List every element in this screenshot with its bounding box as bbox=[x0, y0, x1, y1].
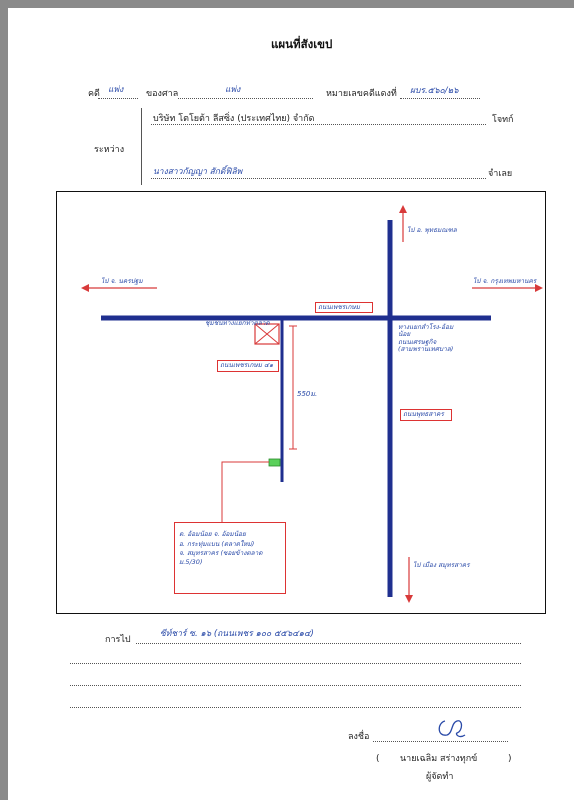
south-dest-label: ไป เมือง สมุทรสาคร bbox=[413, 561, 470, 569]
case-label: คดี bbox=[88, 89, 100, 99]
side-road-label: ถนนเพชรเกษม ๔๑ bbox=[217, 360, 279, 372]
page-title: แผนที่สังเขป bbox=[271, 37, 333, 51]
directions-label: การไป bbox=[105, 635, 131, 645]
between-bracket bbox=[141, 108, 147, 185]
intersection-label: ชุมชนทางแยกท่าตลาด bbox=[205, 319, 270, 327]
plaintiff-label: โจทก์ bbox=[492, 115, 514, 125]
red-case-number-value: ผบร.๕๖๐/๒๖ bbox=[410, 86, 459, 96]
case-type-value: แพ่ง bbox=[108, 85, 124, 95]
address-line-1: ต. อ้อมน้อย จ. อ้อมน้อย bbox=[179, 530, 246, 538]
defendant-label: จำเลย bbox=[488, 169, 513, 179]
court-name-value: แพ่ง bbox=[225, 85, 241, 95]
defendant-name: นางสาวกัญญา สักดิ์ฟิลิพ bbox=[153, 167, 243, 177]
main-road-label: ถนนเพชรเกษม bbox=[315, 302, 373, 313]
east-dest-label: ไป จ. กรุงเทพมหานคร bbox=[473, 277, 537, 285]
document-page bbox=[8, 8, 574, 800]
address-line-2: อ. กระทุ่มแบน (ตลาดใหม่) bbox=[179, 540, 255, 549]
distance-label: 550ม. bbox=[297, 390, 318, 398]
between-label: ระหว่าง bbox=[94, 145, 125, 155]
address-box bbox=[174, 522, 286, 594]
signature-label: ลงชื่อ bbox=[348, 732, 370, 742]
house-marker bbox=[269, 459, 280, 466]
red-case-label: หมายเลขคดีแดงที่ bbox=[326, 89, 397, 99]
court-label: ของศาล bbox=[146, 89, 179, 99]
north-dest-label: ไป อ. พุทธมณฑล bbox=[407, 226, 457, 234]
map-drawing bbox=[57, 192, 547, 615]
signer-close-paren: ) bbox=[508, 754, 512, 764]
signature-mark bbox=[433, 713, 473, 743]
signer-name: นายเฉลิม สร่างทุกข์ bbox=[400, 754, 478, 764]
address-line-3: จ. สมุทรสาคร (ซอยข้างตลาด ม.5/30) bbox=[179, 549, 263, 566]
west-dest-label: ไป จ. นครปฐม bbox=[101, 277, 143, 285]
right-road-label: ถนนพุทธสาคร bbox=[400, 409, 452, 421]
intersection-right-label: ทางแยกสำโรง-อ้อมน้อย ถนนเศรษฐกิจ (สามพรานเทศบาล) bbox=[395, 322, 457, 342]
plaintiff-name: บริษัท โตโยต้า ลีสซิ่ง (ประเทศไทย) จำกัด bbox=[153, 114, 315, 124]
signer-open-paren: ( bbox=[376, 754, 380, 764]
address-leader bbox=[222, 462, 269, 522]
sketch-map bbox=[56, 191, 546, 614]
directions-text: ซีท์ชาร์ ซ. ๑๖ (ถนนเพชร ๑๐๐ ๕๕๖๔๑๔) bbox=[160, 629, 314, 639]
signer-role: ผู้จัดทำ bbox=[426, 772, 454, 782]
